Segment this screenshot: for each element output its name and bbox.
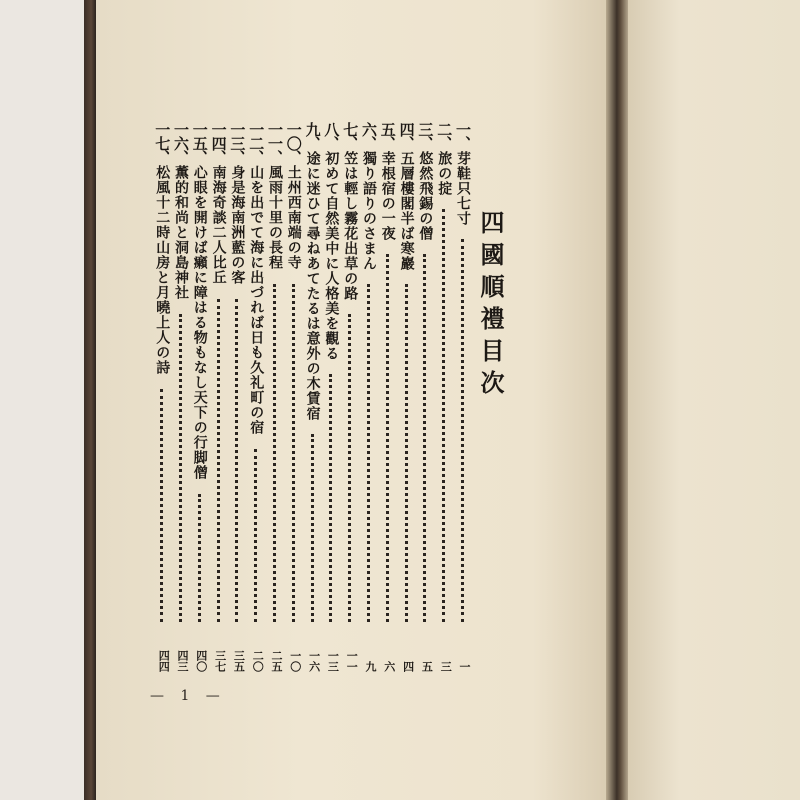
toc-entry-number: 八、 xyxy=(322,122,341,150)
toc-page-number: 一一 xyxy=(345,650,359,672)
toc-page-number: 六 xyxy=(382,661,396,672)
dotted-leader xyxy=(160,389,163,622)
toc-entry-label xyxy=(322,122,341,361)
dotted-leader xyxy=(367,284,370,622)
toc-entry-title: 心眼を開けば癩に障はる物もなし天下の行脚僧 xyxy=(191,165,208,480)
dotted-leader xyxy=(235,299,238,622)
toc-entry-number: 一三、 xyxy=(228,122,247,164)
dotted-leader xyxy=(254,449,257,622)
toc-entry-label xyxy=(416,122,435,241)
toc-page-number: 三五 xyxy=(232,650,246,672)
toc-page-number: 二〇 xyxy=(251,650,265,672)
toc-entry-number: 一四、 xyxy=(209,122,228,164)
dotted-leader xyxy=(329,374,332,622)
toc-entry[interactable] xyxy=(358,122,380,672)
toc-page-number: 四 xyxy=(401,661,415,672)
toc-entry[interactable] xyxy=(170,122,192,672)
toc-entry-number: 五、 xyxy=(378,122,397,150)
toc-entry-title: 笠は輕し霧花出草の路 xyxy=(342,151,359,301)
toc-entry-title: 獨り語りのさまん xyxy=(361,151,377,271)
toc-entry-title: 身是海南洲藍の客 xyxy=(229,165,246,285)
toc-entry-label xyxy=(247,122,266,435)
toc-page-number: 一六 xyxy=(307,650,321,672)
toc-entry-number: 一五、 xyxy=(190,122,209,164)
toc-entry-title: 途に迷ひて尋ねあてたるは意外の木賃宿 xyxy=(304,151,321,421)
toc-page-number: 一〇 xyxy=(288,650,302,672)
toc-page-number: 四三 xyxy=(176,650,189,672)
toc-entry-label xyxy=(398,122,417,271)
toc-entry-title: 初めて自然美中に人格美を觀る xyxy=(323,151,340,361)
toc-entry-number: 一〇、 xyxy=(284,122,303,164)
toc-entry-label xyxy=(454,122,473,226)
toc-entry-title: 山を出でて海に出づれば日も久礼町の宿 xyxy=(248,165,265,435)
toc-entry-title: 薫的和尚と洞島神社 xyxy=(173,165,189,300)
toc-entry[interactable] xyxy=(189,122,211,672)
toc-page-number: 三 xyxy=(439,661,453,672)
toc-entry-title: 旅の掟 xyxy=(436,151,453,196)
toc-entry-label xyxy=(304,122,323,421)
book-cover-edge xyxy=(84,0,96,800)
toc-page-number: 四〇 xyxy=(194,650,208,672)
toc-entry[interactable] xyxy=(208,122,230,672)
toc-entry-label xyxy=(379,122,398,241)
toc-entry-label xyxy=(172,122,191,300)
toc-entry-number: 一二、 xyxy=(247,122,266,164)
toc-entry-number: 四、 xyxy=(397,122,416,150)
dotted-leader xyxy=(273,284,276,622)
toc-page-number: 一 xyxy=(458,661,471,672)
toc-entry[interactable] xyxy=(377,122,399,672)
toc-entry-label xyxy=(153,122,172,375)
toc-entry-number: 一七、 xyxy=(153,122,172,164)
toc-page-number: 五 xyxy=(420,661,434,672)
toc-entry-number: 一一、 xyxy=(266,122,284,164)
toc-entry-label xyxy=(341,122,360,301)
toc-entry-label xyxy=(435,122,454,196)
toc-entry[interactable] xyxy=(264,122,286,672)
toc-entry-title: 幸根宿の一夜 xyxy=(379,151,396,241)
dotted-leader xyxy=(442,209,445,622)
toc-entry[interactable] xyxy=(452,122,474,672)
toc-entry[interactable] xyxy=(302,122,324,672)
toc-entry-title: 松風十二時山房と月曉上人の詩 xyxy=(154,165,171,375)
dotted-leader xyxy=(217,299,220,622)
toc-entry-number: 七、 xyxy=(341,122,360,150)
toc-page-number: 一三 xyxy=(326,650,340,672)
dotted-leader xyxy=(179,314,182,622)
toc-entry-number: 三、 xyxy=(416,122,435,150)
toc-entry-label xyxy=(266,122,285,270)
toc-entry-title: 悠然飛錫の僧 xyxy=(417,151,434,241)
toc-entry-title: 風雨十里の長程 xyxy=(267,165,283,270)
dotted-leader xyxy=(386,254,389,622)
toc-page-number: 三七 xyxy=(213,650,227,672)
toc-entry[interactable] xyxy=(283,122,305,672)
toc-entry-label xyxy=(285,122,304,270)
toc-entry[interactable] xyxy=(151,122,173,672)
toc-entry-number: 二、 xyxy=(435,122,454,150)
dotted-leader xyxy=(198,494,201,622)
toc-entry-label xyxy=(191,122,210,480)
toc-entry[interactable] xyxy=(433,122,455,672)
toc-entry-title: 五層樓閣半ば寒巖 xyxy=(398,151,415,271)
toc-page-number: 四四 xyxy=(157,650,171,672)
toc-entry-label xyxy=(210,122,229,285)
toc-entry-number: 九、 xyxy=(303,122,322,150)
toc-entry[interactable] xyxy=(414,122,436,672)
toc-entry[interactable] xyxy=(245,122,267,672)
toc-entry-title: 土州西南端の寺 xyxy=(285,165,302,270)
toc-title: 四國順禮目次 xyxy=(476,210,505,402)
toc-entry[interactable] xyxy=(396,122,418,672)
dotted-leader xyxy=(311,434,314,622)
toc-entry-number: 六、 xyxy=(360,122,378,150)
dotted-leader xyxy=(292,284,295,622)
toc-entry-number: 一、 xyxy=(454,122,472,150)
toc-entry[interactable] xyxy=(226,122,248,672)
dotted-leader xyxy=(461,239,464,622)
toc-entry-title: 南海奇談二人比丘 xyxy=(210,165,227,285)
toc-page-number: 九 xyxy=(364,661,377,672)
dotted-leader xyxy=(405,284,408,622)
page-number: — 1 — xyxy=(150,688,226,704)
toc-page-number: 二五 xyxy=(270,650,283,672)
toc-entry-number: 一六、 xyxy=(172,122,190,164)
toc-entry[interactable] xyxy=(339,122,361,672)
toc-entry-label xyxy=(360,122,379,271)
book-gutter xyxy=(606,0,630,800)
dotted-leader xyxy=(423,254,426,622)
toc-entry-title: 芽鞋只七寸 xyxy=(455,151,471,226)
right-page xyxy=(628,0,800,800)
toc-entry[interactable] xyxy=(320,122,342,672)
dotted-leader xyxy=(348,314,351,622)
toc-entry-label xyxy=(228,122,247,285)
